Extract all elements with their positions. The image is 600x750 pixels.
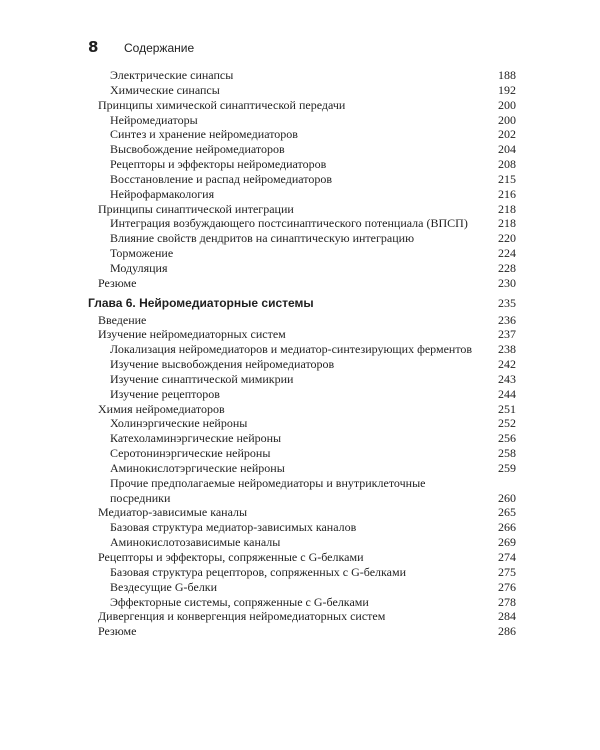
toc-entry-title: Холинэргические нейроны bbox=[110, 416, 248, 431]
toc-entry-title: Резюме bbox=[98, 624, 137, 639]
toc-entry bbox=[88, 98, 516, 113]
table-of-contents bbox=[88, 68, 516, 639]
toc-entry-page: 259 bbox=[498, 460, 516, 475]
toc-entry-title: Принципы синаптической интеграции bbox=[98, 201, 294, 216]
toc-entry-title: Эффекторные системы, сопряженные с G-белками bbox=[110, 594, 369, 609]
toc-entry-page: 276 bbox=[498, 579, 516, 594]
toc-entry-page: 278 bbox=[498, 594, 516, 609]
toc-entry-title: Рецепторы и эффекторы, сопряженные с G-белками bbox=[98, 550, 364, 564]
toc-entry-title: Медиатор-зависимые каналы bbox=[98, 505, 248, 520]
toc-entry-page: 200 bbox=[498, 97, 516, 112]
toc-entry bbox=[88, 476, 516, 506]
toc-entry bbox=[88, 372, 516, 387]
toc-entry-title: Аминокислотозависимые каналы bbox=[110, 535, 281, 550]
toc-entry bbox=[88, 565, 516, 580]
toc-entry bbox=[88, 609, 516, 624]
toc-entry-page: 192 bbox=[498, 82, 516, 97]
toc-entry bbox=[88, 595, 516, 610]
toc-entry-page: 224 bbox=[498, 246, 516, 261]
page-number: 8 bbox=[88, 38, 99, 56]
toc-entry-page: 274 bbox=[498, 550, 516, 564]
toc-entry bbox=[88, 580, 516, 595]
toc-entry bbox=[88, 387, 516, 402]
toc-entry-title: Резюме bbox=[98, 275, 137, 290]
toc-entry-page: 188 bbox=[498, 68, 516, 82]
toc-entry-page: 258 bbox=[498, 446, 516, 461]
toc-entry-title: Высвобождение нейромедиаторов bbox=[110, 142, 285, 157]
toc-entry bbox=[88, 402, 516, 417]
toc-entry bbox=[88, 231, 516, 246]
toc-entry-title: Дивергенция и конвергенция нейромедиаторных систем bbox=[98, 609, 386, 624]
toc-entry-title: Прочие предполагаемые нейромедиаторы и внутриклеточные посредники bbox=[110, 475, 426, 505]
toc-entry-page: 200 bbox=[498, 112, 516, 127]
toc-entry bbox=[88, 142, 516, 157]
toc-entry-page: 275 bbox=[498, 564, 516, 579]
toc-entry-title: Модуляция bbox=[110, 260, 168, 275]
running-title: Содержание bbox=[124, 41, 195, 55]
toc-entry bbox=[88, 172, 516, 187]
toc-entry-page: 244 bbox=[498, 386, 516, 401]
toc-entry bbox=[88, 313, 516, 328]
toc-entry bbox=[88, 520, 516, 535]
toc-entry-title: Изучение нейромедиаторных систем bbox=[98, 327, 286, 342]
toc-entry bbox=[88, 327, 516, 342]
toc-entry-title: Серотонинэргические нейроны bbox=[110, 446, 271, 461]
toc-entry-page: 260 bbox=[498, 490, 516, 505]
toc-entry-title: Базовая структура медиатор-зависимых каналов bbox=[110, 520, 357, 535]
toc-entry bbox=[88, 416, 516, 431]
toc-entry-title: Рецепторы и эффекторы нейромедиаторов bbox=[110, 157, 327, 172]
toc-entry-title: Введение bbox=[98, 312, 147, 327]
toc-entry-title: Влияние свойств дендритов на синаптическую интеграцию bbox=[110, 231, 415, 246]
toc-entry bbox=[88, 83, 516, 98]
toc-entry-title: Нейромедиаторы bbox=[110, 112, 198, 127]
toc-entry bbox=[88, 535, 516, 550]
toc-entry bbox=[88, 446, 516, 461]
toc-entry-title: Изучение синаптической мимикрии bbox=[110, 371, 294, 386]
toc-entry-page: 265 bbox=[498, 505, 516, 520]
toc-entry-page: 269 bbox=[498, 535, 516, 550]
toc-entry-page: 204 bbox=[498, 142, 516, 157]
toc-entry bbox=[88, 342, 516, 357]
toc-entry-page: 218 bbox=[498, 216, 516, 231]
toc-entry-page: 252 bbox=[498, 416, 516, 431]
toc-entry-page: 230 bbox=[498, 275, 516, 290]
toc-entry-title: Химические синапсы bbox=[110, 82, 220, 97]
toc-entry bbox=[88, 187, 516, 202]
toc-entry-page: 242 bbox=[498, 357, 516, 372]
toc-entry-page: 220 bbox=[498, 231, 516, 246]
toc-entry bbox=[88, 113, 516, 128]
toc-entry-page: 238 bbox=[498, 342, 516, 357]
toc-entry-title: Изучение рецепторов bbox=[110, 386, 220, 401]
toc-entry-page: 218 bbox=[498, 201, 516, 216]
toc-entry-title: Базовая структура рецепторов, сопряженных с G-белками bbox=[110, 564, 407, 579]
toc-entry bbox=[88, 202, 516, 217]
toc-entry-title: Принципы химической синаптической передачи bbox=[98, 97, 346, 112]
toc-entry-title: Синтез и хранение нейромедиаторов bbox=[110, 127, 298, 142]
toc-entry-title: Изучение высвобождения нейромедиаторов bbox=[110, 357, 335, 372]
toc-entry-page: 286 bbox=[498, 624, 516, 639]
page-header bbox=[88, 38, 194, 54]
toc-entry-title: Торможение bbox=[110, 246, 174, 261]
toc-entry-title: Химия нейромедиаторов bbox=[98, 401, 225, 416]
toc-entry bbox=[88, 216, 516, 231]
toc-entry-page: 202 bbox=[498, 127, 516, 142]
toc-entry bbox=[88, 505, 516, 520]
toc-entry bbox=[88, 276, 516, 291]
toc-entry-title: Интеграция возбуждающего постсинаптического потенциала (ВПСП) bbox=[110, 216, 468, 231]
toc-entry-page: 236 bbox=[498, 312, 516, 327]
toc-entry bbox=[88, 431, 516, 446]
toc-entry bbox=[88, 357, 516, 372]
toc-entry bbox=[88, 246, 516, 261]
toc-entry-page: 284 bbox=[498, 609, 516, 624]
toc-entry-title: Нейрофармакология bbox=[110, 186, 215, 201]
toc-entry-page: 215 bbox=[498, 171, 516, 186]
toc-entry-title: Электрические синапсы bbox=[110, 68, 234, 82]
toc-entry bbox=[88, 624, 516, 639]
toc-entry-page: 208 bbox=[498, 157, 516, 172]
toc-entry bbox=[88, 550, 516, 565]
toc-entry-page: 266 bbox=[498, 520, 516, 535]
toc-entry-title: Вездесущие G-белки bbox=[110, 579, 218, 594]
toc-entry-page: 235 bbox=[498, 295, 516, 310]
toc-entry-page: 228 bbox=[498, 260, 516, 275]
toc-entry-title: Глава 6. Нейромедиаторные системы bbox=[88, 295, 314, 310]
toc-entry-title: Восстановление и распад нейромедиаторов bbox=[110, 171, 333, 186]
toc-entry bbox=[88, 68, 516, 83]
toc-entry-title: Аминокислотэргические нейроны bbox=[110, 460, 285, 475]
toc-entry-page: 237 bbox=[498, 327, 516, 342]
toc-entry-page: 243 bbox=[498, 371, 516, 386]
toc-entry-page: 216 bbox=[498, 186, 516, 201]
toc-entry bbox=[88, 127, 516, 142]
toc-entry-title: Локализация нейромедиаторов и медиатор-синтезирующих ферментов bbox=[110, 342, 473, 357]
toc-entry-page: 251 bbox=[498, 401, 516, 416]
toc-entry-title: Катехоламинэргические нейроны bbox=[110, 431, 282, 446]
toc-entry bbox=[88, 157, 516, 172]
toc-entry bbox=[88, 461, 516, 476]
toc-chapter-heading bbox=[88, 296, 516, 311]
toc-entry-page: 256 bbox=[498, 431, 516, 446]
toc-entry bbox=[88, 261, 516, 276]
